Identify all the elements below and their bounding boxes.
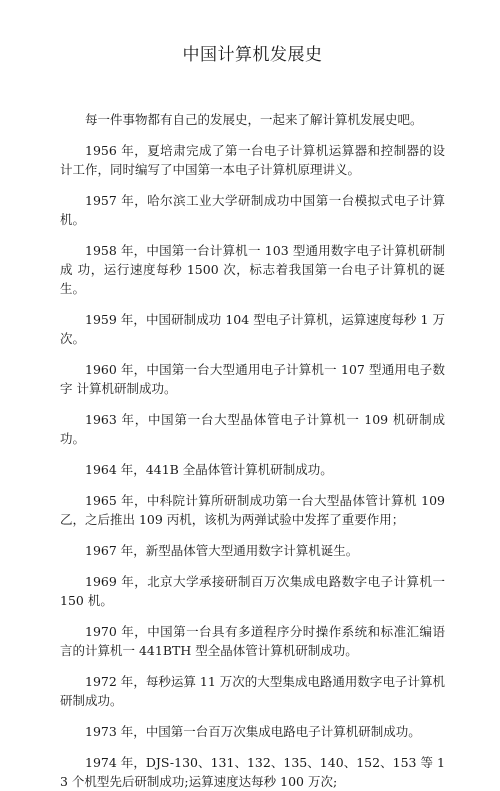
paragraph-intro: 每一件事物都有自己的发展史，一起来了解计算机发展史吧。	[85, 112, 423, 127]
paragraph-1965: 1965 年，中科院计算所研制成功第一台大型晶体管计算机 109 乙，之后推出 109 丙机，该机为两弹试验中发挥了重要作用；	[60, 493, 445, 527]
paragraph-1974: 1974 年，DJS-130、131、132、135、140、152、153 等 13 个机型先后研制成功;运算速度达每秒 100 万次;	[60, 755, 445, 789]
paragraph-1958: 1958 年，中国第一台计算机一 103 型通用数字电子计算机研制成 功，运行速度每秒 1500 次，标志着我国第一台电子计算机的诞生。	[60, 243, 445, 296]
paragraph-1960: 1960 年，中国第一台大型通用电子计算机一 107 型通用电子数字 计算机研制成功。	[60, 362, 445, 396]
paragraph-1959: 1959 年，中国研制成功 104 型电子计算机，运算速度每秒 1 万 次。	[60, 312, 445, 346]
paragraph-1972: 1972 年，每秒运算 11 万次的大型集成电路通用数字电子计算机 研制成功。	[60, 674, 445, 708]
paragraph-1964: 1964 年，441B 全晶体管计算机研制成功。	[85, 462, 333, 477]
paragraph-1973: 1973 年，中国第一台百万次集成电路电子计算机研制成功。	[85, 724, 421, 739]
paragraph-1963: 1963 年，中国第一台大型晶体管电子计算机一 109 机研制成功。	[60, 412, 445, 446]
document-body	[60, 110, 445, 791]
document-title: 中国计算机发展史	[182, 45, 323, 65]
paragraph-1957: 1957 年，哈尔滨工业大学研制成功中国第一台模拟式电子计算 机。	[60, 193, 445, 227]
paragraph-1969: 1969 年，北京大学承接研制百万次集成电路数字电子计算机一 150 机。	[60, 574, 445, 608]
paragraph-1956: 1956 年，夏培肃完成了第一台电子计算机运算器和控制器的设 计工作，同时编写了中国第一本电子计算机原理讲义。	[60, 143, 445, 177]
paragraph-1970: 1970 年，中国第一台具有多道程序分时操作系统和标准汇编语 言的计算机一 441BTH 型全晶体管计算机研制成功。	[60, 624, 445, 658]
paragraph-1967: 1967 年，新型晶体管大型通用数字计算机诞生。	[85, 543, 359, 558]
